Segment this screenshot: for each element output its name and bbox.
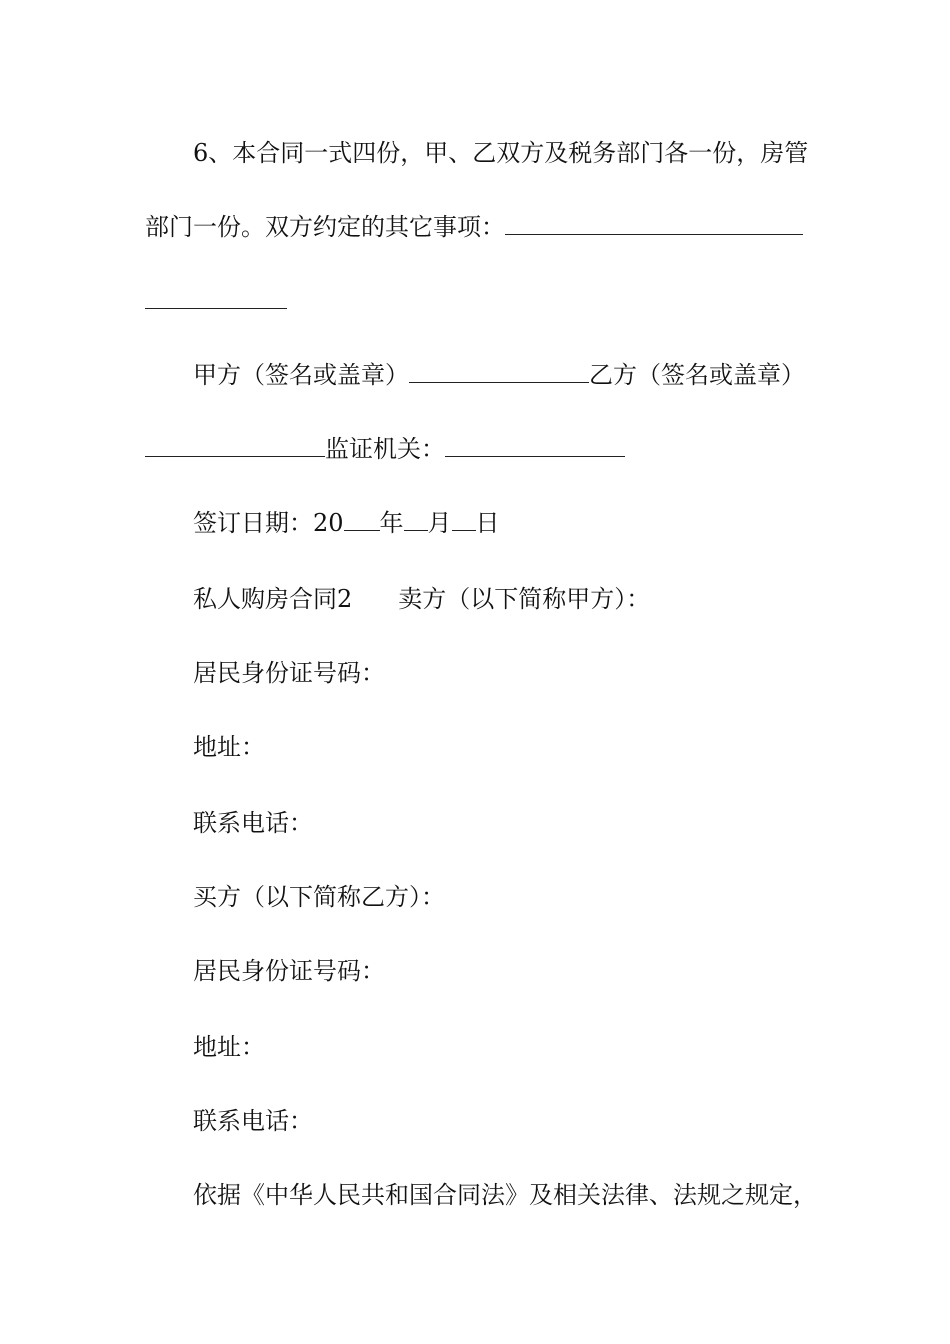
other-matters-blank	[505, 212, 803, 235]
signature-line	[193, 360, 805, 390]
year-blank	[344, 508, 380, 531]
sign-date-label: 签订日期：20	[193, 509, 344, 537]
seller-address-line	[193, 732, 265, 762]
day-label: 日	[475, 509, 500, 537]
buyer-phone-line	[193, 1106, 313, 1136]
buyer-line	[193, 882, 445, 912]
buyer-id-label: 居民身份证号码：	[193, 957, 385, 985]
party-a-signature-label: 甲方（签名或盖章）	[193, 361, 409, 389]
seller-phone-line	[193, 808, 313, 838]
buyer-id-line	[193, 956, 385, 986]
seller-id-line	[193, 658, 385, 688]
clause-6-line	[193, 138, 808, 168]
buyer-address-label: 地址：	[193, 1033, 265, 1061]
other-matters-label: 部门一份。双方约定的其它事项：	[145, 213, 505, 241]
buyer-address-line	[193, 1032, 265, 1062]
seller-address-label: 地址：	[193, 733, 265, 761]
legal-basis-line	[193, 1180, 817, 1210]
notary-blank	[445, 434, 625, 457]
year-label: 年	[379, 509, 404, 537]
notary-line	[145, 434, 625, 464]
seller-phone-label: 联系电话：	[193, 809, 313, 837]
month-blank	[404, 508, 428, 531]
month-label: 月	[427, 509, 452, 537]
other-matters-continuation	[145, 286, 287, 316]
buyer-label: 买方（以下简称乙方）：	[193, 883, 445, 911]
seller-label: 卖方（以下简称甲方）：	[398, 585, 651, 613]
contract-2-title: 私人购房合同2	[193, 585, 353, 613]
seller-id-label: 居民身份证号码：	[193, 659, 385, 687]
sign-date-line	[193, 508, 500, 538]
buyer-phone-label: 联系电话：	[193, 1107, 313, 1135]
clause-6-text: 6、本合同一式四份，甲、乙双方及税务部门各一份，房管	[193, 139, 809, 167]
other-matters-blank-2	[145, 286, 287, 309]
legal-basis-text: 依据《中华人民共和国合同法》及相关法律、法规之规定，	[193, 1181, 817, 1209]
party-b-signature-label: 乙方（签名或盖章）	[589, 361, 805, 389]
contract-2-header-line	[193, 584, 650, 614]
party-b-signature-blank	[145, 434, 325, 457]
party-a-signature-blank	[409, 360, 589, 383]
other-matters-line	[145, 212, 803, 242]
notary-label: 监证机关：	[325, 435, 445, 463]
day-blank	[452, 508, 476, 531]
